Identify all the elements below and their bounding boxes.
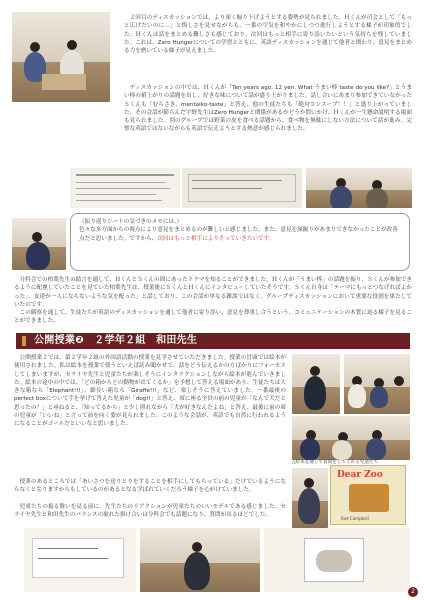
bottom-photo-middle [140,528,260,592]
section-title: 公開授業❷ ２学年２組 和田先生 [34,335,198,346]
classroom-photo-top-left [12,12,110,102]
reflection-callout [70,213,410,271]
page-number: 2 [408,587,418,597]
photo-caption: △絵本を通して質問をしてくれる児童たち [292,460,379,465]
paragraph-umaibo-topic: ディスカッションの中では、Ｈくんが「Ten years ago, 12 yen. What うまい棒 taste do you like?」とうまい棒の値上がりの話題を出し、好きな味について話が盛り上がりました。話し合いにあまり参加できていなかったＳくんも「むらさき、mentaiko-taste」と答え、他の生徒たちも「絶対コンスープ！！」と盛り上がっていました。その会話が膨らんだ宇野先生はZero Hungerと関係があるかどうか問いかけ、Ｈくんが一生懸命説明する場面も見られました。別のグループでは野菜の皮を食べる話題から、食べ物を無駄にしない方法について話が進み、完璧な英語ではないながらも英語で伝えようとする熱意が感じられました。 [124,85,412,133]
student-photo-small [12,218,66,270]
children-photo-right [344,354,410,414]
paragraph-class-goal: 授業のあるところでは「あいさつを送りとりをすることを相手にしてもらっている」だけでいるようにならなくとなりますからもしているのがあるとなる学ばれていくだろう様子を心がけていました。 [14,479,286,494]
classroom-photo-right [306,168,412,208]
callout-intro: （振り返りシートの気づきのメモには、） [79,219,183,225]
bottom-photo-right [264,528,410,592]
teacher-with-book-photo [292,468,328,528]
teacher-photo-top-right [292,354,340,414]
callout-highlight: 次回はもっと相手によりそっていきたいです。 [157,235,275,242]
paragraph-second-discussion: ２回目のディスカッションでは、より深く掘り下げようとする姿勢が見られました。Ｈくんが司会として「もっと広げたいのに…」と悔しさを見せながらも、一番の空気を和やかにしつつ進行しようとする様子が印象的でした。Ｈくんは話をまとめる難しさも感じており、次回はもっと相手に寄り添いたいという気持ちを残していました。これは、Zero Hungerについての学習とともに、英語ディスカッションを通じて他者と関わり、意見をまとめる力を磨いている様子が見えました。 [124,15,412,55]
dear-zoo-book-cover [330,465,406,525]
section-header-open-class-2 [16,333,410,349]
book-author: Rod Campbell [341,516,369,521]
worksheet-photo-middle [182,168,302,208]
paragraph-open-class-2: 公開授業２では、第２学年２組の外国語活動の授業を見学させていただきました。授業の冒頭では絵本が使用されました。私は絵本を授業で使うといえば読み聞かせで、話をどう伝えるかの方ばかりにフォーカスしてしまいますが、セライヤ先生と児童たちが楽しそうにインタラクションしながら絵本が進んでいきました。絵本の途中の中では、「どの箱からどの動物が出てくるか」を予想して答える場面があり、生徒たちは大きな箱なら「Elephant!!!」、細長い箱なら「Giraffe!!!」など、楽しそうに答えていました。一番最後のperfect boxについて手を挙げて答えた児童が「dog!!」と答え、席に座る全員の前の児童が「なんで犬だと思ったの？」と尋ねると、「知ってるから」と少し照れながら「犬が好きなんだよね」と答え、最後に前の席の児童が「いいね」と言って前を向く姿が見られました。このような会話が、英語でも自然に行われるようになることがゴールだといいなと思いました。 [14,355,286,428]
book-title: Dear Zoo [337,470,383,480]
paragraph-teacher-model: 児童たちの振る舞いを見る前に、先生たちのリアクションが児童たちのいいモデルである感じました。セライヤ先生と和田先生のバランスの取れた掛け合いは分科会でも話題になり、質問が出るほどでした。 [14,504,286,519]
paragraph-observation: この観察を通して、生徒たちが英語のディスカッションを通して他者に寄り添い、意見を尊重し合うという、コミュニケーションの本質に迫る様子を見ることができました。 [14,310,412,325]
callout-body: 色々な多方面からの視点により意見をまとめるのが難しいと感じました。また、意見を深掘りがあまりできなかったことが改善点だと思いました。ですから、次回はもっと相手によりそっていきたいです。 [79,227,398,242]
bottom-photo-left [24,528,136,592]
picture-book-class-photo [292,416,410,460]
worksheet-photo-left [70,168,180,208]
paragraph-sub-meeting: 分科会での柏葉先生の助言を通して、ＨくんとＳくんの間にあったドラマを知ることができました。Ｈくんが「うまい棒」の話題を振り、Ｓくんが参加できるように配慮していたことを見ていた柏葉先生は、授業後にＳくんとＨくんにインタビューしていたそうです。Ｓくん自身は「テーマにもっとつなげればよかった」、友達が一人にならないような気を配った」と話しており、この会話が単なる雑談ではなく、グループディスカッションにおいて重要な役割を果たしていたのです。 [14,277,412,308]
